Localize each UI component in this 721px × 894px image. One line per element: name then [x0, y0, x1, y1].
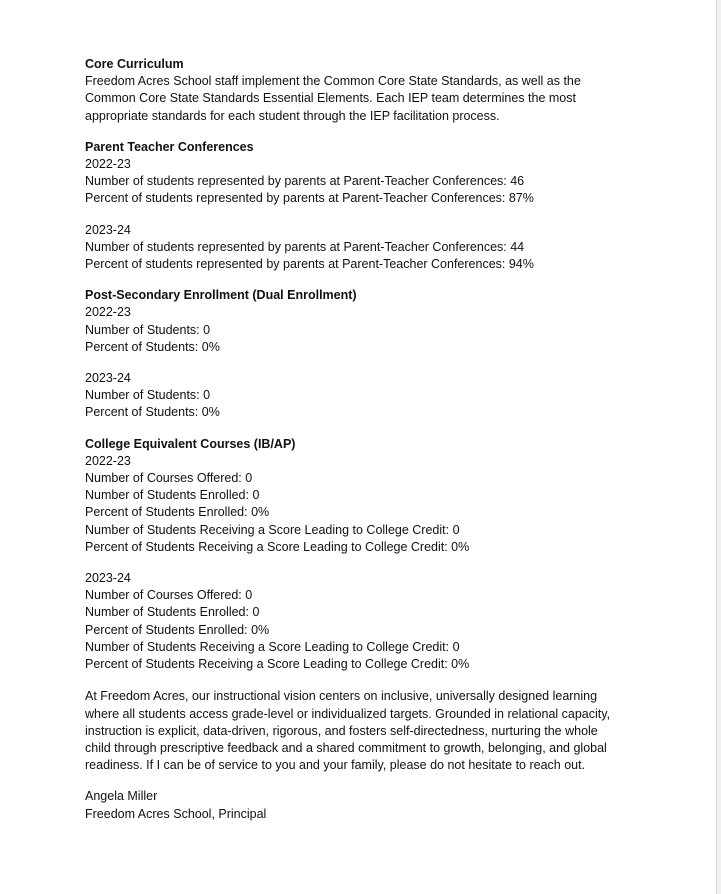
vision-paragraph-line: At Freedom Acres, our instructional vision centers on inclusive, universally designed learning [85, 689, 598, 704]
section-gap [85, 273, 640, 287]
core-curriculum-heading: Core Curriculum [85, 57, 184, 71]
post-secondary-stat: Percent of Students: 0% [85, 405, 220, 420]
college-equivalent-stat: Percent of Students Receiving a Score Leading to College Credit: 0% [85, 539, 470, 554]
vision-paragraph-line: where all students access grade-level or individualized targets. Grounded in relational capacity, [85, 706, 611, 721]
college-equivalent-stat: Number of Students Receiving a Score Leading to College Credit: 0 [85, 522, 460, 537]
parent-teacher-stat: Percent of students represented by parents at Parent-Teacher Conferences: 94% [85, 257, 534, 272]
college-equivalent-heading: College Equivalent Courses (IB/AP) [85, 436, 296, 451]
section-gap [85, 673, 640, 688]
vision-paragraph-line: instruction is explicit, data-driven, rigorous, and fosters self-directedness, nurturing the whole [85, 723, 598, 738]
signature-name: Angela Miller [85, 789, 158, 804]
post-secondary-stat: Percent of Students: 0% [85, 339, 220, 354]
page-edge [717, 0, 721, 894]
parent-teacher-year-label: 2023-24 [85, 222, 131, 237]
vision-paragraph-line: readiness. If I can be of service to you and your family, please do not hesitate to reach out. [85, 758, 586, 773]
parent-teacher-year-label: 2022-23 [85, 157, 131, 172]
post-secondary-year-label: 2023-24 [85, 371, 131, 386]
college-equivalent-stat: Number of Students Enrolled: 0 [85, 605, 260, 620]
college-equivalent-stat: Number of Students Enrolled: 0 [85, 488, 260, 503]
college-equivalent-year-label: 2022-23 [85, 453, 131, 468]
section-gap [85, 774, 640, 788]
section-gap [85, 556, 640, 570]
post-secondary-stat: Number of Students: 0 [85, 388, 211, 403]
section-gap [85, 208, 640, 222]
college-equivalent-stat: Number of Courses Offered: 0 [85, 471, 253, 486]
core-curriculum-line: Common Core State Standards Essential Elements. Each IEP team determines the most [85, 91, 576, 106]
college-equivalent-stat: Number of Courses Offered: 0 [85, 588, 253, 603]
college-equivalent-stat: Number of Students Receiving a Score Leading to College Credit: 0 [85, 639, 460, 654]
post-secondary-heading: Post-Secondary Enrollment (Dual Enrollment) [85, 288, 357, 303]
core-curriculum-line: appropriate standards for each student through the IEP facilitation process. [85, 108, 500, 123]
college-equivalent-stat: Percent of Students Enrolled: 0% [85, 622, 270, 637]
college-equivalent-stat: Percent of Students Enrolled: 0% [85, 505, 270, 520]
core-curriculum-line: Freedom Acres School staff implement the Common Core State Standards, as well as the [85, 74, 581, 89]
section-gap [85, 356, 640, 370]
vision-paragraph-line: child through prescriptive feedback and a shared commitment to growth, belonging, and global [85, 740, 607, 755]
section-gap [85, 422, 640, 436]
parent-teacher-stat: Number of students represented by parents at Parent-Teacher Conferences: 46 [85, 174, 525, 189]
college-equivalent-year-label: 2023-24 [85, 571, 131, 586]
section-gap [85, 125, 640, 139]
post-secondary-stat: Number of Students: 0 [85, 322, 211, 337]
post-secondary-year-label: 2022-23 [85, 305, 131, 320]
document-content [85, 56, 640, 823]
parent-teacher-heading: Parent Teacher Conferences [85, 139, 254, 154]
signature-title: Freedom Acres School, Principal [85, 806, 267, 821]
college-equivalent-stat: Percent of Students Receiving a Score Leading to College Credit: 0% [85, 657, 470, 672]
parent-teacher-stat: Number of students represented by parents at Parent-Teacher Conferences: 44 [85, 239, 525, 254]
parent-teacher-stat: Percent of students represented by parents at Parent-Teacher Conferences: 87% [85, 191, 534, 206]
